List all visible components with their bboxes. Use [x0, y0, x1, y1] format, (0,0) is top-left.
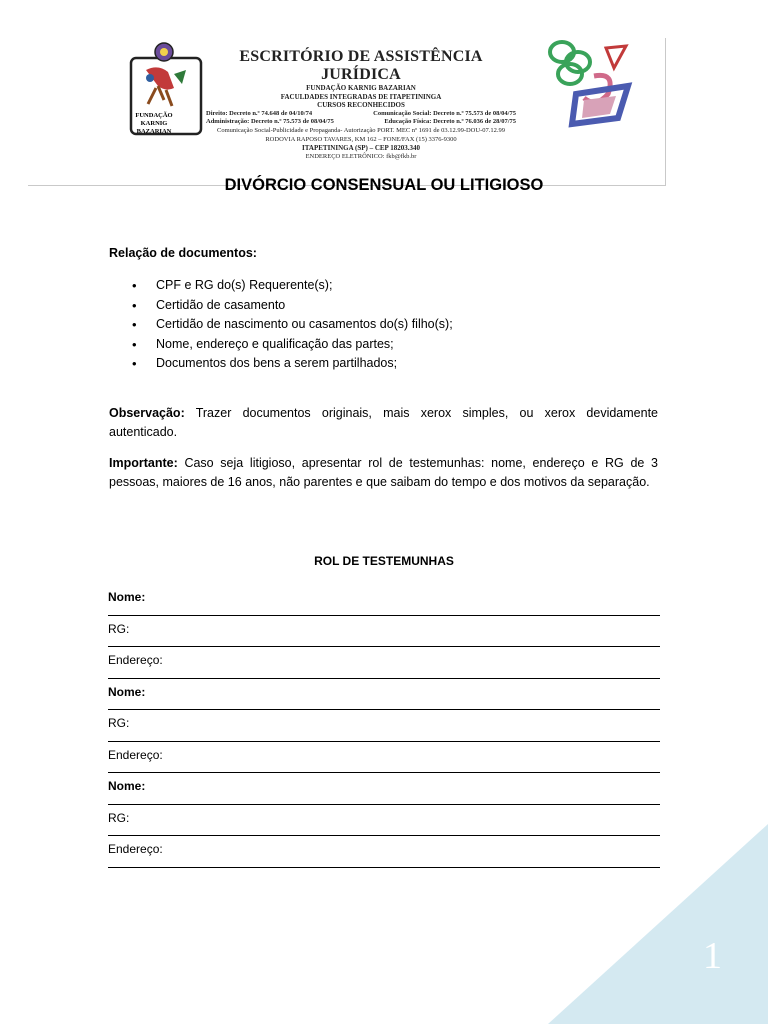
- decree-administration: Administração: Decreto n.º 75.573 de 08/04/75: [206, 118, 334, 126]
- witness-list-title: ROL DE TESTEMUNHAS: [314, 554, 454, 568]
- address-line: RODOVIA RAPOSO TAVARES, KM 162 – FONE/FAX (15) 3376-9300: [265, 135, 457, 143]
- witness-3-name-field[interactable]: Nome:: [108, 773, 660, 805]
- corner-decoration: [548, 824, 768, 1024]
- witness-1-address-field[interactable]: Endereço:: [108, 647, 660, 679]
- important-text: Caso seja litigioso, apresentar rol de testemunhas: nome, endereço e RG de 3 pessoas, maiores de 16 anos, não parentes e que saibam do tempo e dos motivos da separação.: [109, 456, 658, 489]
- documents-list: [132, 276, 453, 374]
- list-item: • Certidão de casamento: [132, 296, 453, 316]
- witness-2-name-field[interactable]: Nome:: [108, 679, 660, 711]
- decree-law: Direito: Decreto n.º 74.648 de 04/10/74: [206, 109, 313, 117]
- witness-3-rg-field[interactable]: RG:: [108, 805, 660, 837]
- faculties-name: FACULDADES INTEGRADAS DE ITAPETININGA: [280, 92, 442, 101]
- observation-label: Observação:: [109, 406, 185, 420]
- page-number: 1: [703, 935, 722, 977]
- list-item: • CPF e RG do(s) Requerente(s);: [132, 276, 453, 296]
- witness-2-rg-field[interactable]: RG:: [108, 710, 660, 742]
- observation-text: Trazer documentos originais, mais xerox simples, ou xerox devidamente autenticado.: [109, 406, 658, 439]
- letterhead-text: [206, 48, 516, 161]
- witness-1-rg-field[interactable]: RG:: [108, 616, 660, 648]
- witness-3-address-field[interactable]: Endereço:: [108, 836, 660, 868]
- letterhead: [28, 38, 666, 186]
- decree-row-1: [206, 110, 516, 119]
- list-item: • Documentos dos bens a serem partilhados;: [132, 354, 453, 374]
- important-paragraph: [109, 454, 658, 491]
- witness-1-name-field[interactable]: Nome:: [108, 584, 660, 616]
- list-item: • Certidão de nascimento ou casamentos do(s) filho(s);: [132, 315, 453, 335]
- letterhead-border: [665, 38, 666, 186]
- courses-heading: CURSOS RECONHECIDOS: [317, 101, 405, 110]
- documents-heading: Relação de documentos:: [109, 246, 257, 260]
- authorization-line: Comunicação Social-Publicidade e Propaganda- Autorização PORT. MEC nº 1691 de 03.12.99-DOU-07.12.99: [217, 126, 505, 134]
- decree-physical-education: Educação Física: Decreto n.º 76.036 de 28/07/75: [384, 118, 516, 126]
- faculty-emblem-logo: [536, 38, 636, 148]
- decree-row-2: [206, 118, 516, 127]
- seal-label: FUNDAÇÃO KARNIG BAZARIAN: [135, 112, 173, 135]
- witness-2-address-field[interactable]: Endereço:: [108, 742, 660, 774]
- city-line: ITAPETININGA (SP) – CEP 18203.340: [302, 144, 420, 153]
- foundation-name: FUNDAÇÃO KARNIG BAZARIAN: [306, 84, 416, 92]
- document-title: DIVÓRCIO CONSENSUAL OU LITIGIOSO: [224, 176, 544, 194]
- decree-communication: Comunicação Social: Decreto n.º 75.573 de 08/04/75: [373, 109, 516, 117]
- org-title: ESCRITÓRIO DE ASSISTÊNCIA JURÍDICA: [239, 48, 483, 83]
- observation-paragraph: [109, 404, 658, 441]
- email-line: ENDEREÇO ELETRÔNICO: fkb@fkb.br: [305, 152, 417, 160]
- important-label: Importante:: [109, 456, 178, 470]
- list-item: • Nome, endereço e qualificação das partes;: [132, 335, 453, 355]
